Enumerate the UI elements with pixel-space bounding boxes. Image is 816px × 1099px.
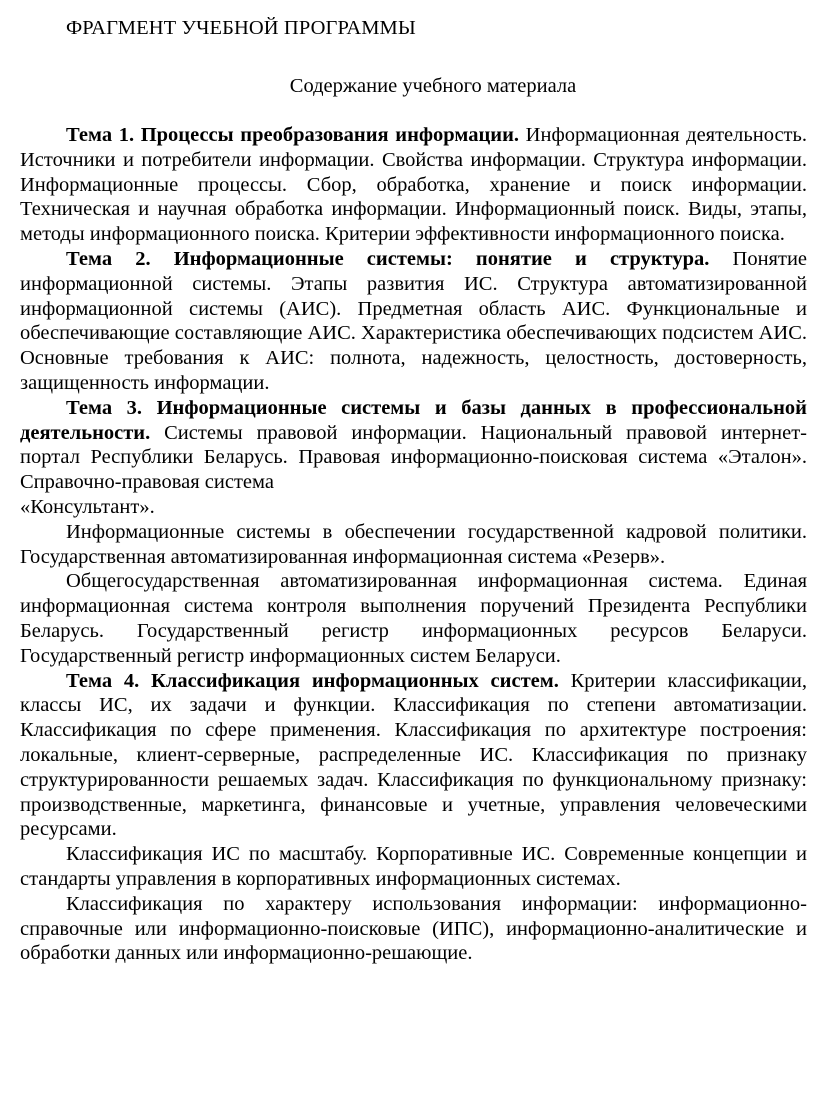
topic-2-heading: Тема 2. Информационные системы: понятие и структура.	[66, 247, 710, 270]
topic-4-text: Критерии классификации, классы ИС, их задачи и функции. Классификация по степени автоматизации. Классификация по сфере применения. Классификация по архитектуре построения: локальные, клиент-серверные, распределенные ИС. Классификация по признаку структурированности решаемых задач. Классификация по функциональному признаку: производственные, маркетинга, финансовые и учетные, управления человеческими ресурсами.	[20, 669, 807, 841]
paragraph-topic-3	[20, 396, 807, 520]
topic-3-heading: Тема 3. Информационные системы и базы данных в профессиональной деятельности.	[20, 396, 807, 444]
paragraph-text: Классификация по характеру использования информации: информационно-справочные или информационно-поисковые (ИПС), информационно-аналитические и обработки данных или информационно-решающие.	[20, 892, 807, 965]
paragraph-topic-4-scale	[20, 842, 807, 892]
document-body	[20, 123, 807, 966]
document-header: ФРАГМЕНТ УЧЕБНОЙ ПРОГРАММЫ	[66, 17, 416, 39]
topic-4-heading: Тема 4. Классификация информационных систем.	[66, 669, 559, 692]
paragraph-topic-3-cadre	[20, 520, 807, 570]
topic-1-text: Информационная деятельность. Источники и потребители информации. Свойства информации. Структура информации. Информационные процессы. Сбор, обработка, хранение и поиск информации. Техническая и научная обработка информации. Информационный поиск. Виды, этапы, методы информационного поиска. Критерии эффективности информационного поиска.	[20, 124, 807, 246]
topic-1-heading: Тема 1. Процессы преобразования информации.	[66, 124, 520, 146]
paragraph-topic-2	[20, 247, 807, 396]
paragraph-text: Классификация ИС по масштабу. Корпоративные ИС. Современные концепции и стандарты управления в корпоративных информационных системах.	[20, 843, 807, 890]
paragraph-topic-3-national	[20, 569, 807, 668]
topic-3-tail: «Консультант».	[20, 495, 155, 518]
paragraph-text: Информационные системы в обеспечении государственной кадровой политики. Государственная автоматизированная информационная система «Резерв».	[20, 520, 807, 568]
topic-3-text: Системы правовой информации. Национальный правовой интернет-портал Республики Беларусь. Правовая информационно-поисковая система «Эталон». Справочно-правовая система	[20, 421, 807, 494]
topic-2-text: Понятие информационной системы. Этапы развития ИС. Структура автоматизированной информационной системы (АИС). Предметная область АИС. Функциональные и обеспечивающие составляющие АИС. Характеристика обеспечивающих подсистем АИС. Основные требования к АИС: полнота, надежность, целостность, достоверность, защищенность информации.	[20, 247, 808, 394]
paragraph-topic-4-usage	[20, 892, 807, 966]
section-title: Содержание учебного материала	[289, 75, 577, 97]
paragraph-text: Общегосударственная автоматизированная информационная система. Единая информационная система контроля выполнения поручений Президента Республики Беларусь. Государственный регистр информационных ресурсов Беларуси. Государственный регистр информационных систем Беларуси.	[20, 570, 807, 667]
paragraph-topic-4	[20, 669, 807, 843]
paragraph-topic-1	[20, 123, 807, 247]
